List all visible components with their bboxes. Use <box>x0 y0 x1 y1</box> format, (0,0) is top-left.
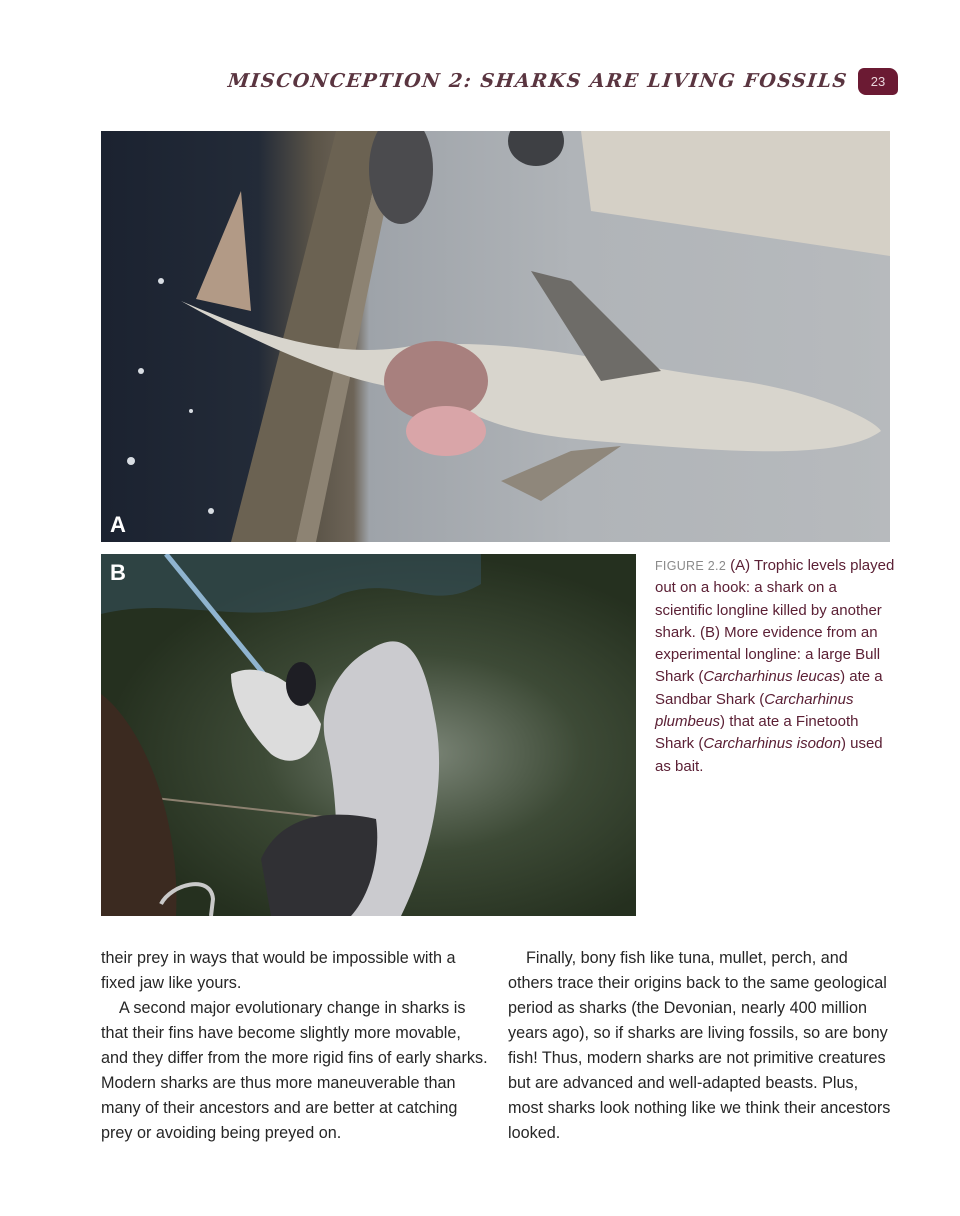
caption-text-2: ) ate a Sandbar Shark ( <box>655 668 883 708</box>
panel-label-b: B <box>110 560 126 585</box>
body-column-right <box>508 946 893 1146</box>
paragraph-bony-fish: Finally, bony fish like tuna, mullet, perch, and others trace their origins back to the same geological period as sharks (the Devonian, nearly 400 million years ago), so if sharks are living fossils, so are bony fish! Thus, modern sharks are not primitive creatures but are advanced and well-adapted beasts. Plus, most sharks look nothing like we think their ancestors looked. <box>508 949 891 1142</box>
caption-text-1: (A) Trophic levels played out on a hook: a shark on a scientific longline killed by another shark. (B) More evidence from an experimental longline: a large Bull Shark ( <box>655 557 895 686</box>
chapter-title: MISCONCEPTION 2: SHARKS ARE LIVING FOSSILS <box>227 70 850 92</box>
shark-carcass-illustration <box>101 131 890 542</box>
caption-species-bull-shark: Carcharhinus leucas <box>703 668 841 686</box>
body-column-left <box>101 946 489 1146</box>
running-head <box>228 66 898 96</box>
figure-caption <box>655 555 895 778</box>
panel-label-a: A <box>110 512 126 537</box>
caption-text-3: ) that ate a Finetooth Shark ( <box>655 713 859 753</box>
figure-number: FIGURE 2.2 <box>655 559 727 573</box>
page-number: 23 <box>870 73 886 89</box>
bull-shark-illustration <box>101 554 636 916</box>
caption-text-4: ) used as bait. <box>655 735 883 775</box>
page-number-badge <box>858 68 898 95</box>
caption-species-sandbar-shark: Carcharhinus plumbeus <box>655 690 854 731</box>
caption-species-finetooth-shark: Carcharhinus isodon <box>703 735 841 753</box>
figure-photo-b <box>101 554 636 916</box>
paragraph-continued: their prey in ways that would be impossible with a fixed jaw like yours. <box>101 949 456 992</box>
paragraph-fins: A second major evolutionary change in sharks is that their fins have become slightly more movable, and they differ from the more rigid fins of early sharks. Modern sharks are thus more maneuverable than many of their ancestors and are better at catching prey or avoiding being preyed on. <box>101 999 488 1142</box>
figure-photo-a <box>101 131 890 542</box>
